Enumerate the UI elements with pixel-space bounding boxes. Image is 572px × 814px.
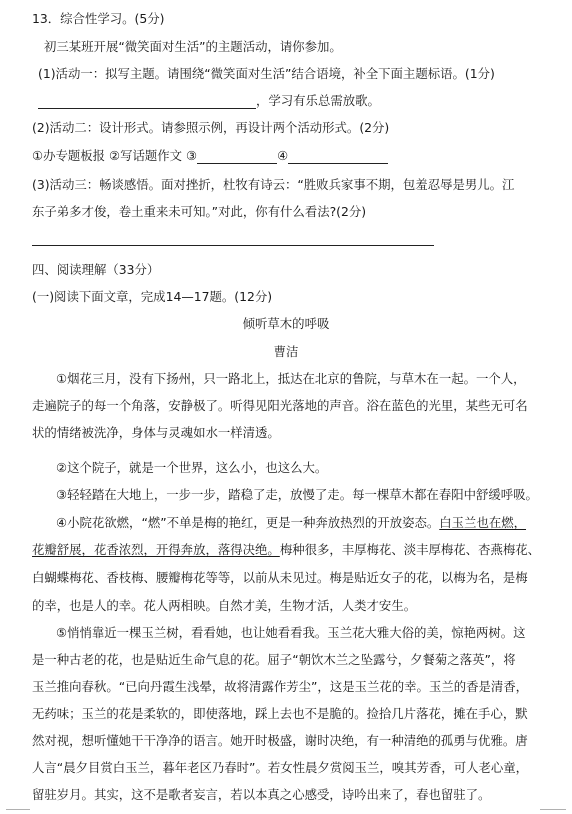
activity1-blank[interactable]	[38, 95, 256, 109]
paragraph-4-line-1-text: ④小院花欲燃，“燃”不单是梅的艳红，更是一种奔放热烈的开放姿态。	[56, 515, 440, 530]
q13-activity1-answer-line	[38, 93, 380, 109]
q13-activity2-answer-line	[32, 148, 388, 164]
activity2-blank-4[interactable]	[288, 150, 388, 164]
activity3-answer-line[interactable]	[32, 245, 434, 246]
paragraph-5-line-3: 玉兰推向春秋。“已向丹霞生浅晕，故将清露作芳尘”，这是玉兰花的幸。玉兰的香是清香，	[32, 679, 529, 694]
paragraph-4-line-2-text: 梅种很多，丰厚梅花、淡丰厚梅花、杏燕梅花、	[279, 542, 541, 557]
activity2-blank-3[interactable]	[197, 150, 277, 164]
q13-title: 13．综合性学习。(5分)	[32, 11, 165, 26]
paragraph-5-line-1: ⑤悄悄靠近一棵玉兰树，看看她，也让她看看我。玉兰花大雅大俗的美，惊艳两树。这	[56, 625, 526, 640]
page-edge-mark-right	[540, 809, 566, 810]
q13-activity3-line2: 东子弟多才俊，卷土重来未可知。”对此，你有什么看法?(2分)	[32, 204, 367, 219]
activity2-item4-label: ④	[277, 148, 289, 163]
paragraph-5-line-4: 无药味；玉兰的花是柔软的，即使落地，踩上去也不是脆的。捡拾几片落花，摊在手心，默	[32, 706, 528, 721]
q13-activity2-prompt: (2)活动二：设计形式。请参照示例，再设计两个活动形式。(2分)	[32, 120, 390, 135]
q13-activity3-line1: (3)活动三：畅谈感悟。面对挫折，杜牧有诗云：“胜败兵家事不期，包羞忍辱是男儿。江	[32, 177, 515, 192]
page-edge-mark-left	[6, 809, 30, 810]
section4-subtitle: (一)阅读下面文章，完成14—17题。(12分)	[32, 289, 273, 304]
underlined-sentence-part-1: 白玉兰也在燃，	[439, 515, 527, 530]
paragraph-4-line-2	[32, 542, 540, 558]
paragraph-3: ③轻轻踏在大地上，一步一步，踏稳了走，放慢了走。每一棵草木都在春阳中舒缓呼吸。	[56, 487, 538, 502]
q13-intro: 初三某班开展“微笑面对生活”的主题活动，请你参加。	[44, 39, 342, 54]
paragraph-5-line-2: 是一种古老的花，也是贴近生命气息的花。屈子“朝饮木兰之坠露兮，夕餐菊之落英”，将	[32, 652, 516, 667]
paragraph-5-line-6: 人言“晨夕目赏白玉兰，暮年老区乃春时”。若女性晨夕赏阅玉兰，嗅其芳香，可人老心童，	[32, 760, 529, 775]
paragraph-4-line-3: 白蝴蝶梅花、香枝梅、腰瓣梅花等等，以前从未见过。梅是贴近女子的花，以梅为名，是梅	[32, 570, 528, 585]
article-title: 倾听草木的呼吸	[242, 316, 330, 331]
paragraph-1-line-3: 状的情绪被洗净，身体与灵魂如水一样清透。	[32, 425, 280, 440]
paragraph-4-line-1	[56, 515, 526, 531]
paragraph-2: ②这个院子，就是一个世界，这么小，也这么大。	[56, 460, 328, 475]
activity1-tail: ，学习有乐总需放歌。	[256, 93, 380, 108]
paragraph-1-line-1: ①烟花三月，没有下扬州，只一路北上，抵达在北京的鲁院，与草木在一起。一个人，	[56, 371, 526, 386]
article-author: 曹洁	[273, 344, 299, 359]
paragraph-5-line-5: 然对视，想听懂她干干净净的语言。她开时极盛，谢时决绝，有一种清绝的孤勇与优雅。唐	[32, 733, 528, 748]
paragraph-5-line-7: 留驻岁月。其实，这不是歌者妄言，若以本真之心感受，诗吟出来了，春也留驻了。	[32, 787, 491, 802]
section4-title: 四、阅读理解（33分）	[32, 262, 160, 277]
paragraph-1-line-2: 走遍院子的每一个角落，安静极了。听得见阳光落地的声音。浴在蓝色的光里，某些无可名	[32, 398, 528, 413]
underlined-sentence-part-2: 花瓣舒展，花香浓烈，开得奔放，落得决绝。	[32, 542, 280, 557]
q13-activity1-prompt: (1)活动一：拟写主题。请围绕“微笑面对生活”结合语境，补全下面主题标语。(1分)	[38, 66, 495, 81]
activity2-examples: ①办专题板报 ②写话题作文 ③	[32, 148, 198, 163]
paragraph-4-line-4: 的幸，也是人的幸。花人两相映。自然才美，生物才活，人类才安生。	[32, 598, 417, 613]
